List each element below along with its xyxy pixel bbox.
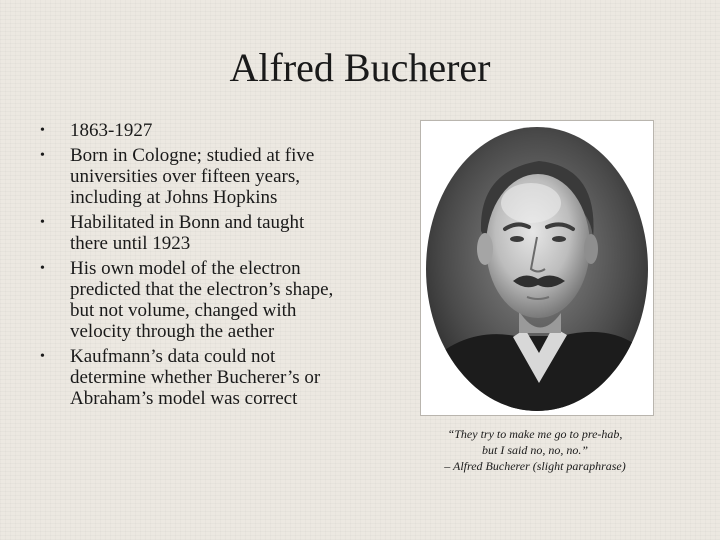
bullet-text: 1863-1927 [70,120,153,141]
bullet-dot-icon: • [40,349,45,364]
bullet-dot-icon: • [40,261,45,276]
bullet-text: Kaufmann’s data could not determine whether Bucherer’s or Abraham’s model was correct [70,346,321,409]
portrait-caption [410,426,660,474]
bullet-item [40,346,340,409]
bullet-item [40,120,340,141]
bullet-dot-icon: • [40,148,45,163]
bullet-dot-icon: • [40,215,45,230]
bullet-dot-icon: • [40,123,45,138]
portrait-icon [421,121,653,415]
bullet-item [40,258,340,342]
caption-line: “They try to make me go to pre-hab, [447,427,623,441]
bullet-list [40,120,340,413]
bullet-text: Habilitated in Bonn and taught there until 1923 [70,212,305,254]
caption-attribution: – Alfred Bucherer (slight paraphrase) [444,459,626,473]
slide-title: Alfred Bucherer [229,45,491,90]
bullet-text: Born in Cologne; studied at five universities over fifteen years, including at Johns Hopkins [70,145,315,208]
caption-line: but I said no, no, no.” [481,443,588,457]
bullet-item [40,145,340,208]
bullet-text: His own model of the electron predicted that the electron’s shape, but not volume, changed with velocity through the aether [70,258,334,342]
bullet-item [40,212,340,254]
portrait-photo [420,120,654,416]
